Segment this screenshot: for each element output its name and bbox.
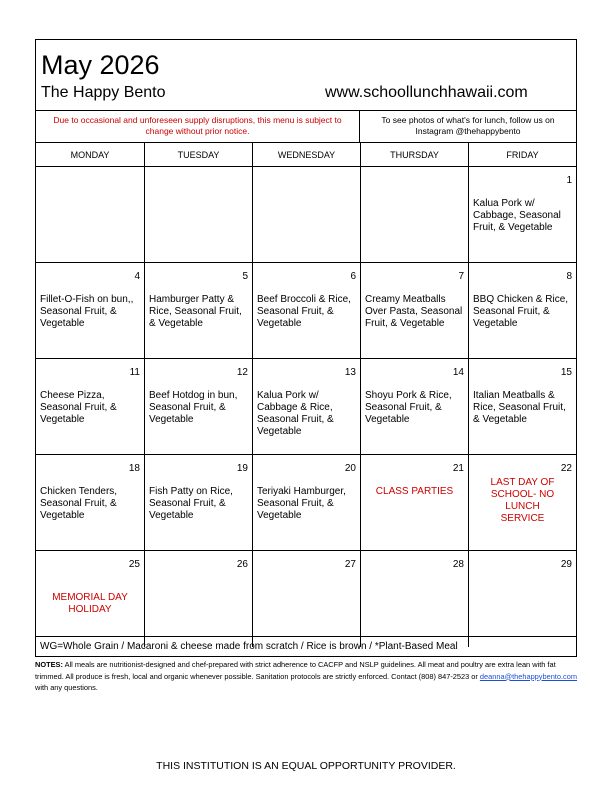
day-cell [36, 551, 145, 647]
week-row [36, 550, 576, 647]
day-number: 11 [129, 367, 140, 378]
day-cell [361, 551, 469, 647]
day-number: 27 [344, 559, 356, 570]
meal-description: Creamy Meatballs Over Pasta, Seasonal Fruit, & Vegetable [365, 294, 463, 329]
day-number: 29 [560, 559, 572, 570]
weekday-friday: FRIDAY [506, 150, 539, 160]
weekday-header [36, 142, 576, 167]
day-cell [253, 551, 361, 647]
day-cell [469, 551, 576, 647]
week-row [36, 454, 576, 551]
day-number: 25 [128, 559, 140, 570]
day-cell [253, 263, 361, 359]
meal-description: Beef Broccoli & Rice, Seasonal Fruit, & Vegetable [257, 294, 351, 329]
menu-calendar [35, 39, 577, 657]
week-row [36, 358, 576, 455]
month-title: May 2026 [41, 50, 160, 80]
instagram-notice: To see photos of what's for lunch, follow us on Instagram @thehappybento [381, 115, 555, 136]
meal-description: Hamburger Patty & Rice, Seasonal Fruit, & Vegetable [149, 294, 242, 329]
day-cell [361, 359, 469, 455]
supply-notice: Due to occasional and unforeseen supply disruptions, this menu is subject to change without prior notice. [36, 111, 360, 143]
day-cell [36, 167, 145, 263]
day-number: 5 [242, 271, 248, 282]
meal-description: Fillet-O-Fish on bun,, Seasonal Fruit, & Vegetable [40, 294, 134, 329]
day-cell [145, 551, 253, 647]
week-row [36, 166, 576, 263]
day-cell [361, 455, 469, 551]
day-number: 19 [236, 463, 248, 474]
week-row [36, 262, 576, 359]
day-number: 4 [134, 271, 140, 282]
day-cell [145, 167, 253, 263]
special-event: CLASS PARTIES [375, 486, 454, 497]
day-number: 12 [236, 367, 248, 378]
weekday-wednesday: WEDNESDAY [253, 143, 361, 167]
day-cell [469, 455, 576, 551]
day-cell [145, 263, 253, 359]
day-cell [469, 167, 576, 263]
header [36, 40, 576, 110]
day-number: 28 [452, 559, 464, 570]
day-number: 21 [452, 463, 464, 474]
website: www.schoollunchhawaii.com [325, 84, 528, 101]
day-number: 14 [452, 367, 464, 378]
meal-description: Shoyu Pork & Rice, Seasonal Fruit, & Vegetable [365, 390, 452, 425]
meal-description: Beef Hotdog in bun, Seasonal Fruit, & Vegetable [149, 390, 238, 425]
notice-row [36, 110, 576, 143]
company-name: The Happy Bento [41, 84, 166, 101]
special-event: MEMORIAL DAY HOLIDAY [52, 592, 128, 615]
day-cell [145, 359, 253, 455]
day-number: 18 [128, 463, 140, 474]
day-number: 6 [350, 271, 356, 282]
day-number: 20 [344, 463, 356, 474]
day-cell [145, 455, 253, 551]
day-cell [361, 263, 469, 359]
day-number: 1 [566, 175, 572, 186]
weekday-monday: MONDAY [36, 143, 145, 167]
notes [35, 659, 579, 694]
day-cell [361, 167, 469, 263]
day-cell [36, 359, 145, 455]
meal-description: Cheese Pizza, Seasonal Fruit, & Vegetable [40, 390, 117, 425]
meal-description: Chicken Tenders, Seasonal Fruit, & Vegetable [40, 486, 118, 521]
day-number: 22 [560, 463, 572, 474]
day-cell [36, 263, 145, 359]
day-number: 13 [344, 367, 356, 378]
weekday-thursday: THURSDAY [361, 143, 469, 167]
day-cell [253, 167, 361, 263]
notes-text: All meals are nutritionist-designed and chef-prepared with strict adherence to CACFP and NSLP guidelines. All meat and poultry are extra lean with fat trimmed. All produce is fresh, local and organic whenever possible. Sanitation protocols are strictly enforced. Contact (808) 847-2523 or [35, 660, 556, 681]
day-cell [469, 263, 576, 359]
notes-tail: with any questions. [35, 683, 98, 692]
meal-description: Italian Meatballs & Rice, Seasonal Fruit, & Vegetable [473, 390, 566, 425]
day-cell [36, 455, 145, 551]
meal-description: Fish Patty on Rice, Seasonal Fruit, & Vegetable [149, 486, 233, 521]
meal-description: Kalua Pork w/ Cabbage & Rice, Seasonal Fruit, & Vegetable [257, 390, 334, 437]
day-cell [469, 359, 576, 455]
contact-email-link[interactable]: deanna@thehappybento.com [479, 671, 577, 681]
day-number: 8 [566, 271, 572, 282]
notes-label: NOTES: [35, 660, 63, 669]
equal-opportunity-statement: THIS INSTITUTION IS AN EQUAL OPPORTUNITY PROVIDER. [156, 760, 456, 772]
day-cell [253, 455, 361, 551]
meal-description: BBQ Chicken & Rice, Seasonal Fruit, & Vegetable [473, 294, 569, 329]
meal-description: Kalua Pork w/ Cabbage, Seasonal Fruit, & Vegetable [473, 198, 561, 233]
special-event: LAST DAY OF SCHOOL- NO LUNCH SERVICE [490, 477, 555, 524]
weekday-tuesday: TUESDAY [145, 143, 253, 167]
day-number: 26 [236, 559, 248, 570]
day-number: 7 [458, 271, 464, 282]
meal-description: Teriyaki Hamburger, Seasonal Fruit, & Vegetable [257, 486, 346, 521]
legend: WG=Whole Grain / Macaroni & cheese made from scratch / Rice is brown / *Plant-Based Meal [36, 636, 576, 656]
day-number: 15 [560, 367, 572, 378]
day-cell [253, 359, 361, 455]
